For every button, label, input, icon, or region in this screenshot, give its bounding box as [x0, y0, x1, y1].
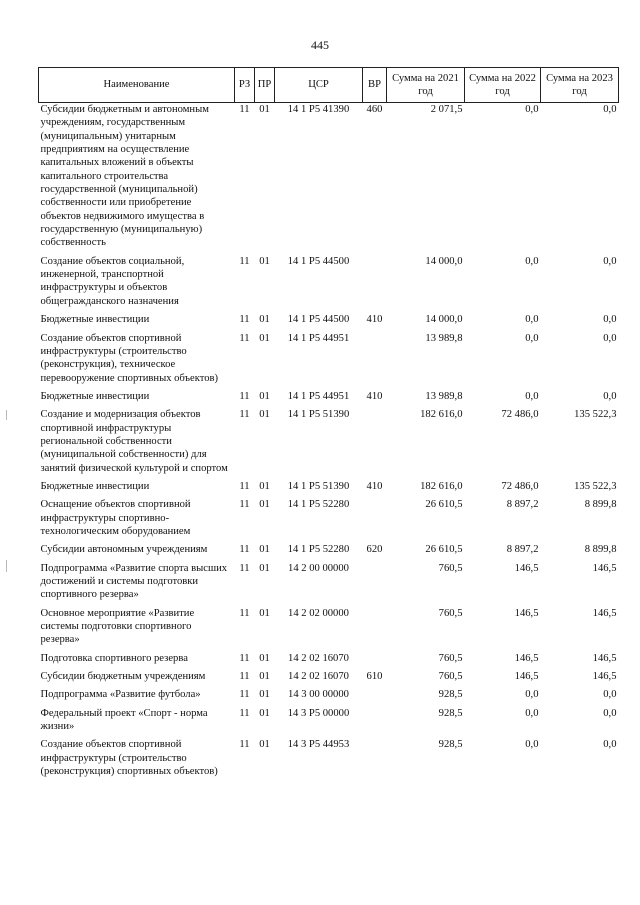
row-rz: 11: [239, 499, 250, 511]
header-vr: ВР: [363, 68, 387, 103]
row-sum-2021: 26 610,5: [425, 544, 463, 556]
row-pr: 01: [259, 707, 270, 719]
table-row: [39, 480, 619, 498]
row-rz: 11: [239, 255, 250, 267]
row-name: Субсидии бюджетным и автономным учреждениям, государственным (муниципальным) унитарным предприятиям на осуществление капитальных вложений в объекты капитального строительства государственной (муниципальной) собственности или приобретение объектов недвижимого имущества в государственную (муниципальную) собственность: [40, 104, 209, 249]
row-name: Основное мероприятие «Развитие системы подготовки спортивного резерва»: [40, 607, 195, 646]
row-sum-2023: 146,5: [592, 607, 617, 619]
row-rz: 11: [239, 671, 250, 683]
row-name: Подпрограмма «Развитие футбола»: [40, 689, 201, 701]
row-sum-2023: 0,0: [603, 314, 617, 326]
row-csr: 14 1 Р5 51390: [287, 409, 350, 421]
row-sum-2023: 146,5: [592, 671, 617, 683]
row-pr: 01: [259, 562, 270, 574]
row-name: Бюджетные инвестиции: [40, 390, 150, 402]
budget-table: [38, 67, 619, 783]
row-sum-2023: 8 899,8: [584, 499, 617, 511]
row-sum-2022: 146,5: [514, 671, 539, 683]
row-name: Субсидии бюджетным учреждениям: [40, 671, 206, 683]
table-row: [39, 738, 619, 783]
row-vr: 610: [366, 671, 383, 683]
row-name: Создание и модернизация объектов спортивной инфраструктуры региональной собственности (муниципальной собственности) для занятий физической культурой и спортом: [40, 409, 228, 474]
row-sum-2021: 13 989,8: [425, 332, 463, 344]
row-pr: 01: [259, 255, 270, 267]
row-sum-2023: 0,0: [603, 332, 617, 344]
row-sum-2022: 72 486,0: [501, 409, 539, 421]
table-row: [39, 390, 619, 408]
table-row: [39, 498, 619, 543]
row-name: Создание объектов спортивной инфраструктуры (строительство (реконструкция), техническое перевооружение спортивных объектов): [40, 332, 219, 384]
row-sum-2022: 146,5: [514, 607, 539, 619]
row-sum-2022: 146,5: [514, 562, 539, 574]
row-sum-2022: 8 897,2: [506, 499, 539, 511]
row-sum-2021: 760,5: [438, 562, 463, 574]
table-row: [39, 670, 619, 688]
row-pr: 01: [259, 480, 270, 492]
row-rz: 11: [239, 689, 250, 701]
row-rz: 11: [239, 480, 250, 492]
row-vr: [363, 607, 387, 652]
row-name: Подготовка спортивного резерва: [40, 652, 188, 664]
row-csr: 14 1 Р5 44951: [287, 390, 350, 402]
row-sum-2023: 0,0: [603, 104, 617, 115]
row-name: Федеральный проект «Спорт - норма жизни»: [40, 707, 208, 733]
row-pr: 01: [259, 607, 270, 619]
row-pr: 01: [259, 689, 270, 701]
row-sum-2022: 0,0: [525, 332, 539, 344]
table-row: [39, 332, 619, 390]
row-pr: 01: [259, 390, 270, 402]
row-sum-2021: 928,5: [438, 707, 463, 719]
header-name: Наименование: [39, 68, 235, 103]
row-sum-2021: 14 000,0: [425, 255, 463, 267]
row-sum-2022: 0,0: [525, 390, 539, 402]
row-sum-2023: 0,0: [603, 255, 617, 267]
row-csr: 14 1 Р5 51390: [287, 480, 350, 492]
row-pr: 01: [259, 409, 270, 421]
row-pr: 01: [259, 671, 270, 683]
row-vr: [363, 498, 387, 543]
scan-margin-mark: [6, 410, 7, 420]
row-sum-2022: 0,0: [525, 314, 539, 326]
row-sum-2022: 0,0: [525, 739, 539, 751]
header-sum-2021: Сумма на 2021 год: [387, 68, 465, 103]
row-pr: 01: [259, 544, 270, 556]
row-sum-2023: 146,5: [592, 652, 617, 664]
row-sum-2022: 8 897,2: [506, 544, 539, 556]
row-vr: 620: [366, 544, 383, 556]
header-sum-2023: Сумма на 2023 год: [541, 68, 619, 103]
row-sum-2022: 146,5: [514, 652, 539, 664]
row-csr: 14 2 02 00000: [288, 607, 349, 619]
header-csr: ЦСР: [275, 68, 363, 103]
row-sum-2023: 8 899,8: [584, 544, 617, 556]
row-pr: 01: [259, 332, 270, 344]
row-sum-2021: 928,5: [438, 689, 463, 701]
row-csr: 14 1 Р5 44500: [287, 255, 350, 267]
row-sum-2023: 0,0: [603, 390, 617, 402]
row-csr: 14 1 Р5 44951: [287, 332, 350, 344]
row-csr: 14 1 Р5 41390: [287, 104, 350, 115]
row-csr: 14 2 00 00000: [288, 562, 349, 574]
row-vr: 410: [366, 390, 383, 402]
row-csr: 14 2 02 16070: [288, 671, 349, 683]
row-pr: 01: [259, 739, 270, 751]
row-sum-2022: 0,0: [525, 689, 539, 701]
scan-margin-mark: [6, 560, 7, 572]
row-sum-2023: 146,5: [592, 562, 617, 574]
row-csr: 14 3 Р5 00000: [287, 707, 350, 719]
row-vr: [363, 332, 387, 390]
row-csr: 14 1 Р5 44500: [287, 314, 350, 326]
table-row: [39, 652, 619, 670]
row-rz: 11: [239, 104, 250, 115]
row-rz: 11: [239, 544, 250, 556]
table-row: [39, 688, 619, 706]
row-csr: 14 1 Р5 52280: [287, 499, 350, 511]
row-name: Создание объектов социальной, инженерной, транспортной инфраструктуры и объектов общегражданского назначения: [40, 255, 185, 307]
row-vr: [363, 688, 387, 706]
row-sum-2023: 0,0: [603, 689, 617, 701]
row-vr: [363, 255, 387, 313]
row-sum-2022: 0,0: [525, 255, 539, 267]
row-sum-2021: 760,5: [438, 671, 463, 683]
row-pr: 01: [259, 499, 270, 511]
row-name: Бюджетные инвестиции: [40, 480, 150, 492]
row-vr: [363, 562, 387, 607]
row-rz: 11: [239, 707, 250, 719]
row-sum-2023: 135 522,3: [574, 480, 617, 492]
row-sum-2022: 0,0: [525, 707, 539, 719]
row-sum-2021: 182 616,0: [420, 409, 463, 421]
header-rz: РЗ: [235, 68, 255, 103]
row-sum-2022: 72 486,0: [501, 480, 539, 492]
header-sum-2022: Сумма на 2022 год: [465, 68, 541, 103]
row-sum-2023: 0,0: [603, 739, 617, 751]
row-name: Подпрограмма «Развитие спорта высших достижений и системы подготовки спортивного резерва»: [40, 562, 228, 601]
row-vr: 410: [366, 480, 383, 492]
row-csr: 14 2 02 16070: [288, 652, 349, 664]
row-name: Оснащение объектов спортивной инфраструктуры спортивно-технологическим оборудованием: [40, 499, 191, 537]
row-pr: 01: [259, 104, 270, 115]
row-rz: 11: [239, 739, 250, 751]
row-rz: 11: [239, 332, 250, 344]
row-vr: [363, 707, 387, 739]
table-row: [39, 313, 619, 331]
table-row: [39, 408, 619, 480]
row-name: Создание объектов спортивной инфраструктуры (строительство (реконструкция) спортивных объектов): [40, 739, 218, 778]
row-sum-2021: 13 989,8: [425, 390, 463, 402]
row-name: Субсидии автономным учреждениям: [40, 544, 208, 556]
row-sum-2021: 14 000,0: [425, 314, 463, 326]
table-row: [39, 255, 619, 313]
row-sum-2021: 182 616,0: [420, 480, 463, 492]
table-header-row: [39, 68, 619, 103]
row-sum-2023: 135 522,3: [574, 409, 617, 421]
row-sum-2021: 760,5: [438, 607, 463, 619]
row-vr: [363, 738, 387, 783]
table-row: [39, 103, 619, 255]
row-vr: [363, 652, 387, 670]
row-rz: 11: [239, 562, 250, 574]
row-pr: 01: [259, 652, 270, 664]
row-csr: 14 1 Р5 52280: [287, 544, 350, 556]
row-rz: 11: [239, 390, 250, 402]
row-sum-2022: 0,0: [525, 104, 539, 115]
row-sum-2021: 760,5: [438, 652, 463, 664]
row-name: Бюджетные инвестиции: [40, 314, 150, 326]
row-rz: 11: [239, 652, 250, 664]
table-row: [39, 562, 619, 607]
row-vr: 410: [366, 314, 383, 326]
row-pr: 01: [259, 314, 270, 326]
header-pr: ПР: [255, 68, 275, 103]
table-row: [39, 607, 619, 652]
table-row: [39, 543, 619, 561]
row-sum-2021: 928,5: [438, 739, 463, 751]
row-csr: 14 3 Р5 44953: [287, 739, 350, 751]
row-rz: 11: [239, 607, 250, 619]
row-csr: 14 3 00 00000: [288, 689, 349, 701]
row-rz: 11: [239, 409, 250, 421]
row-sum-2023: 0,0: [603, 707, 617, 719]
row-sum-2021: 26 610,5: [425, 499, 463, 511]
row-rz: 11: [239, 314, 250, 326]
row-vr: 460: [366, 104, 383, 115]
row-sum-2021: 2 071,5: [430, 104, 463, 115]
page-number: 445: [311, 38, 329, 52]
table-row: [39, 707, 619, 739]
row-vr: [363, 408, 387, 480]
